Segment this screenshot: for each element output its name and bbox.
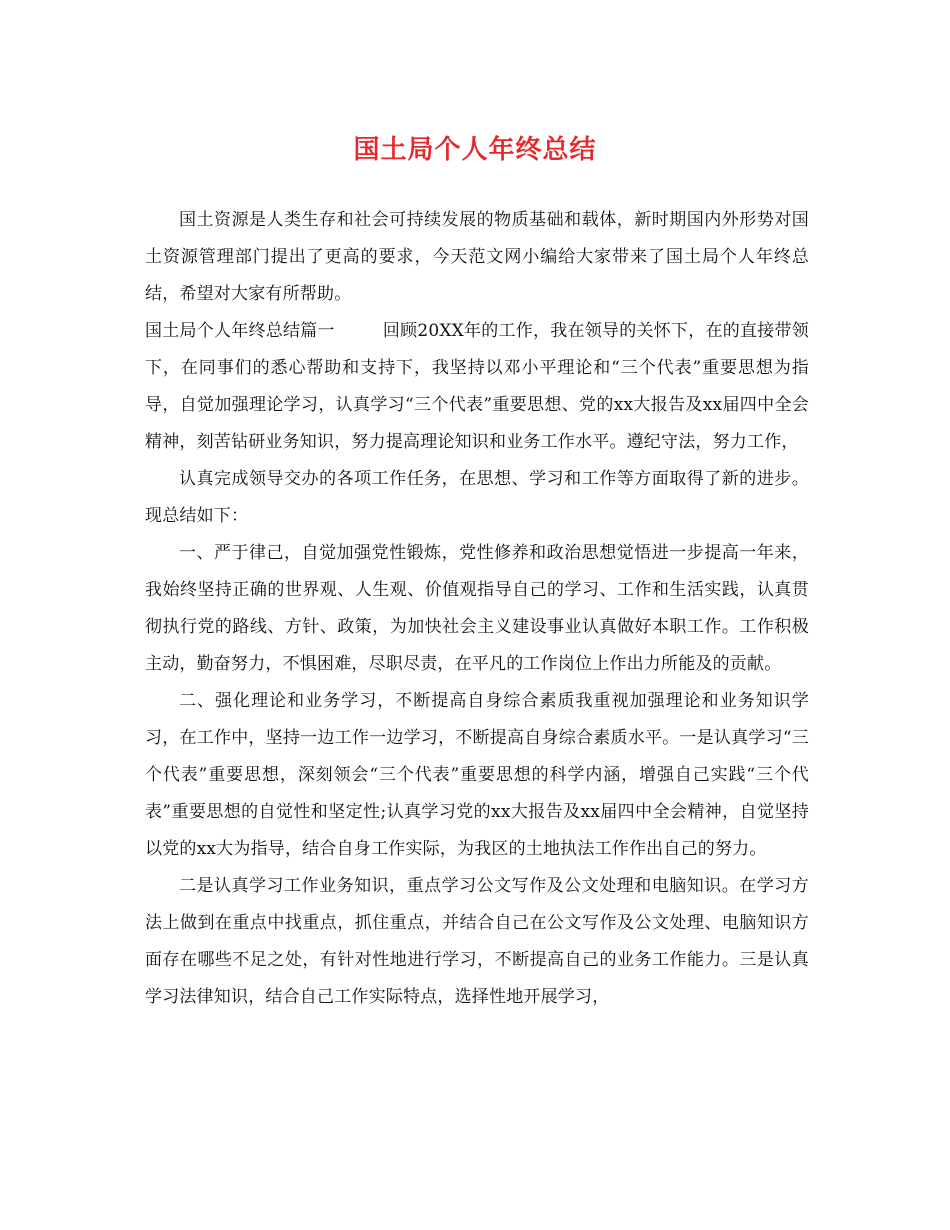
section-heading: 国土局个人年终总结篇一 bbox=[145, 321, 335, 341]
body-paragraph-4: 二是认真学习工作业务知识，重点学习公文写作及公文处理和电脑知识。在学习方法上做到在重点中找重点，抓住重点，并结合自己在公文写作及公文处理、电脑知识方面存在哪些不足之处，有针对性地进行学习，不断提高自己的业务工作能力。三是认真学习法律知识，结合自己工作实际特点，选择性地开展学习， bbox=[145, 876, 809, 1007]
section-lead-text: 回顾20XX年的工作，我在领导的关怀下，在的直接带领下，在同事们的悉心帮助和支持下，我坚持以邓小平理论和“三个代表”重要思想为指导，自觉加强理论学习，认真学习“三个代表”重要思想、党的xx大报告及xx届四中全会精神，刻苦钻研业务知识，努力提高理论知识和业务工作水平。遵纪守法，努力工作， bbox=[145, 321, 809, 452]
body-paragraph-2: 一、严于律己，自觉加强党性锻炼，党性修养和政治思想觉悟进一步提高一年来，我始终坚持正确的世界观、人生观、价值观指导自己的学习、工作和生活实践，认真贯彻执行党的路线、方针、政策，为加快社会主义建设事业认真做好本职工作。工作积极主动，勤奋努力，不惧困难，尽职尽责，在平凡的工作岗位上作出力所能及的贡献。 bbox=[145, 543, 809, 674]
body-paragraph-1: 认真完成领导交办的各项工作任务，在思想、学习和工作等方面取得了新的进步。现总结如下： bbox=[145, 469, 809, 526]
section-paragraph bbox=[145, 313, 809, 461]
document-body bbox=[145, 202, 809, 1016]
body-paragraph-3: 二、强化理论和业务学习，不断提高自身综合素质我重视加强理论和业务知识学习，在工作中，坚持一边工作一边学习，不断提高自身综合素质水平。一是认真学习“三个代表”重要思想，深刻领会“三个代表”重要思想的科学内涵，增强自己实践“三个代表”重要思想的自觉性和坚定性;认真学习党的xx大报告及xx届四中全会精神，自觉坚持以党的xx大为指导，结合自身工作实际，为我区的土地执法工作作出自己的努力。 bbox=[145, 691, 809, 859]
intro-paragraph: 国土资源是人类生存和社会可持续发展的物质基础和载体，新时期国内外形势对国土资源管理部门提出了更高的要求，今天范文网小编给大家带来了国土局个人年终总结，希望对大家有所帮助。 bbox=[145, 210, 809, 304]
document-title: 国土局个人年终总结 bbox=[353, 135, 597, 165]
